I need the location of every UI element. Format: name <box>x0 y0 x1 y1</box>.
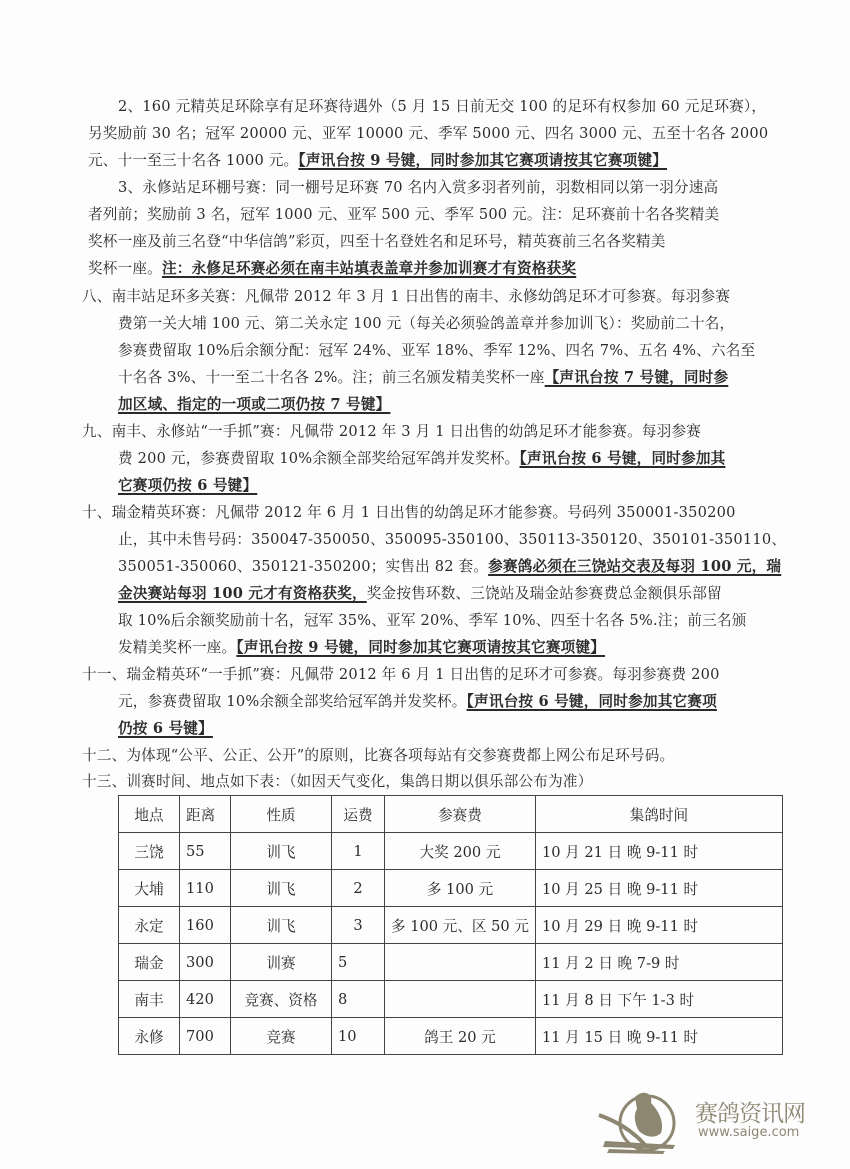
item10-line4 <box>118 584 722 604</box>
item11-text: 元，参赛费留取 10%余额全部奖给冠军鸽并发奖杯。 <box>118 693 467 710</box>
cell-fare: 8 <box>332 981 385 1018</box>
cell-fare: 1 <box>332 833 385 870</box>
item10-condition-note: 参赛鸽必须在三饶站交表及每羽 100 元，瑞 <box>488 558 782 575</box>
item9-text: 费 200 元，参赛费留取 10%余额全部奖给冠军鸽并发奖杯。 <box>118 450 520 467</box>
item10-line5: 取 10%后余额奖励前十名，冠军 35%、亚军 20%、季军 10%、四至十名各 5%.注；前三名颁 <box>118 612 747 629</box>
item8-line2: 费第一关大埔 100 元、第二关永定 100 元（每关必须验鸽盖章并参加训飞）：奖励前二十名， <box>118 315 735 332</box>
cell-type: 训飞 <box>231 833 332 870</box>
item2-line3 <box>88 151 667 171</box>
item10-text: 350051-350060、350121-350200；实售出 82 套。 <box>118 558 489 575</box>
schedule-table <box>118 795 783 1055</box>
item8-line1: 八、南丰站足环多关赛：凡佩带 2012 年 3 月 1 日出售的南丰、永修幼鸽足环才可参赛。每羽参赛 <box>82 288 731 305</box>
table-row <box>119 944 783 981</box>
table-row <box>119 981 783 1018</box>
item3-line1: 3、永修站足环棚号赛：同一棚号足环赛 70 名内入赏多羽者列前，羽数相同以第一羽分速高 <box>118 179 719 196</box>
item9-line1: 九、南丰、永修站“一手抓”赛：凡佩带 2012 年 3 月 1 日出售的幼鸽足环才能参赛。每羽参赛 <box>82 423 702 440</box>
header-collection-time: 集鸽时间 <box>535 796 782 833</box>
table-row <box>119 870 783 907</box>
table-header-row <box>119 796 783 833</box>
table-row <box>119 833 783 870</box>
cell-location: 永定 <box>119 907 180 944</box>
cell-location: 瑞金 <box>119 944 180 981</box>
header-location: 地点 <box>119 796 180 833</box>
item8-hotline-note: 【声讯台按 7 号键，同时参 <box>544 369 729 386</box>
table-row <box>119 1018 783 1055</box>
item10-condition-note-cont: 金决赛站每羽 100 元才有资格获奖， <box>118 585 367 602</box>
cell-distance: 110 <box>180 870 231 907</box>
cell-location: 三饶 <box>119 833 180 870</box>
watermark-site-name: 赛鸽资讯网 <box>695 1101 805 1127</box>
item10-hotline-note: 【声讯台按 9 号键，同时参加其它赛项请按其它赛项键】 <box>236 639 606 656</box>
cell-distance: 700 <box>180 1018 231 1055</box>
pigeon-logo-icon <box>595 1085 695 1155</box>
cell-distance: 420 <box>180 981 231 1018</box>
saige-watermark-logo <box>595 1085 825 1155</box>
cell-collection-time: 10 月 29 日 晚 9-11 时 <box>535 907 782 944</box>
cell-collection-time: 11 月 8 日 下午 1-3 时 <box>535 981 782 1018</box>
cell-distance: 160 <box>180 907 231 944</box>
item8-text: 十名各 3%、十一至二十名各 2%。注；前三名颁发精美奖杯一座 <box>118 369 545 386</box>
item2-text: 元、十一至三十名各 1000 元。 <box>88 152 299 169</box>
table-row <box>119 907 783 944</box>
item10-line2: 止，其中未售号码：350047-350050、350095-350100、350113-350120、350101-350110、 <box>118 531 787 548</box>
item2-line1: 2、160 元精英足环除享有足环赛待遇外（5 月 15 日前无交 100 的足环有权参加 60 元足环赛）， <box>118 98 767 115</box>
item10-line6 <box>118 638 605 658</box>
cell-entry-fee <box>385 944 536 981</box>
cell-fare: 2 <box>332 870 385 907</box>
header-type: 性质 <box>231 796 332 833</box>
item11-hotline-note: 【声讯台按 6 号键，同时参加其它赛项 <box>466 693 717 710</box>
item8-line4 <box>118 368 728 388</box>
cell-fare: 5 <box>332 944 385 981</box>
item11-line1: 十一、瑞金精英环“一手抓”赛：凡佩带 2012 年 6 月 1 日出售的足环才可参赛。每羽参赛费 200 <box>82 666 720 683</box>
item8-line5: 加区域、指定的一项或二项仍按 7 号键】 <box>118 396 391 413</box>
cell-type: 训赛 <box>231 944 332 981</box>
item8-line3: 参赛费留取 10%后余额分配：冠军 24%、亚军 18%、季军 12%、四名 7%、五名 4%、六名至 <box>118 342 756 359</box>
cell-location: 南丰 <box>119 981 180 1018</box>
cell-entry-fee: 鸽王 20 元 <box>385 1018 536 1055</box>
item9-line2 <box>118 449 725 469</box>
item12-line: 十二、为体现“公平、公正、公开”的原则，比赛各项每站有交参赛费都上网公布足环号码。 <box>82 747 675 764</box>
item11-line2 <box>118 692 717 712</box>
cell-collection-time: 11 月 15 日 晚 9-11 时 <box>535 1018 782 1055</box>
item9-line3: 它赛项仍按 6 号键】 <box>118 477 258 494</box>
watermark-site-url: www.saige.com <box>698 1125 800 1140</box>
cell-entry-fee: 多 100 元 <box>385 870 536 907</box>
item13-line: 十三、训赛时间、地点如下表：（如因天气变化，集鸽日期以俱乐部公布为准） <box>82 773 593 790</box>
cell-entry-fee <box>385 981 536 1018</box>
cell-collection-time: 10 月 25 日 晚 9-11 时 <box>535 870 782 907</box>
cell-collection-time: 10 月 21 日 晚 9-11 时 <box>535 833 782 870</box>
cell-fare: 3 <box>332 907 385 944</box>
cell-type: 训飞 <box>231 870 332 907</box>
item3-note: 注：永修足环赛必须在南丰站填表盖章并参加训赛才有资格获奖 <box>161 260 577 277</box>
cell-entry-fee: 多 100 元、区 50 元 <box>385 907 536 944</box>
item3-line4 <box>88 259 576 279</box>
item3-text: 奖杯一座。 <box>88 260 162 277</box>
item10-text-end: 发精美奖杯一座。 <box>118 639 237 656</box>
item11-line3: 仍按 6 号键】 <box>118 720 213 737</box>
cell-distance: 55 <box>180 833 231 870</box>
header-fare: 运费 <box>332 796 385 833</box>
cell-fare: 10 <box>332 1018 385 1055</box>
cell-type: 竞赛、资格 <box>231 981 332 1018</box>
cell-collection-time: 11 月 2 日 晚 7-9 时 <box>535 944 782 981</box>
cell-entry-fee: 大奖 200 元 <box>385 833 536 870</box>
cell-distance: 300 <box>180 944 231 981</box>
item10-prize-text: 奖金按售环数、三饶站及瑞金站参赛费总金额俱乐部留 <box>366 585 722 602</box>
item2-line2: 另奖励前 30 名；冠军 20000 元、亚军 10000 元、季军 5000 元、四名 3000 元、五至十名各 2000 <box>88 125 769 142</box>
cell-type: 训飞 <box>231 907 332 944</box>
header-entry-fee: 参赛费 <box>385 796 536 833</box>
item3-line2: 者列前；奖励前 3 名，冠军 1000 元、亚军 500 元、季军 500 元。注：足环赛前十名各奖精美 <box>88 206 720 223</box>
item2-hotline-note: 【声讯台按 9 号键，同时参加其它赛项请按其它赛项键】 <box>298 152 668 169</box>
item10-line3 <box>118 557 781 577</box>
item10-line1: 十、瑞金精英环赛：凡佩带 2012 年 6 月 1 日出售的幼鸽足环才能参赛。号码列 350001-350200 <box>82 504 736 521</box>
header-distance: 距离 <box>180 796 231 833</box>
item9-hotline-note: 【声讯台按 6 号键，同时参加其 <box>519 450 726 467</box>
cell-type: 竞赛 <box>231 1018 332 1055</box>
cell-location: 大埔 <box>119 870 180 907</box>
cell-location: 永修 <box>119 1018 180 1055</box>
item3-line3: 奖杯一座及前三名登“中华信鸽”彩页，四至十名登姓名和足环号，精英赛前三名各奖精美 <box>88 233 666 250</box>
